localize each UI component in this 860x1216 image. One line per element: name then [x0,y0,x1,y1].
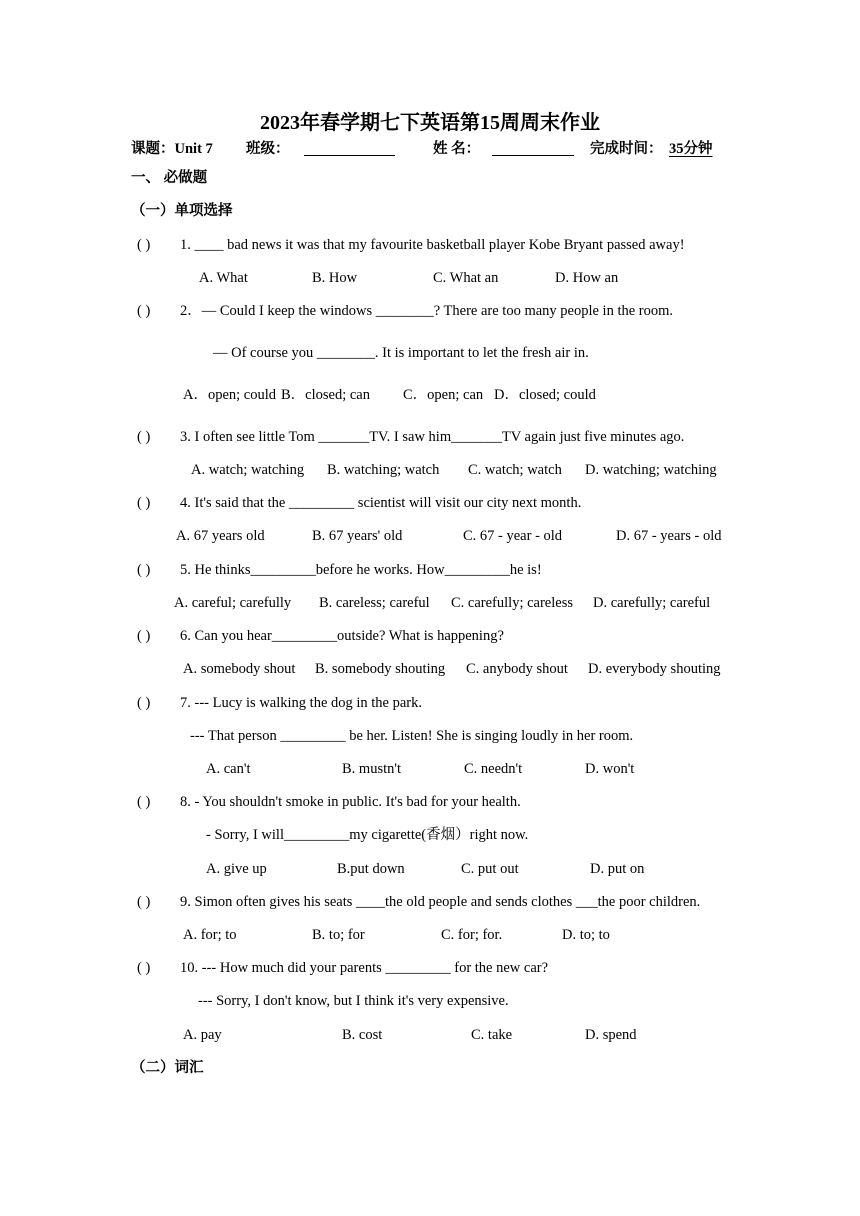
header-row [131,137,731,157]
q4-option-b: B. 67 years' old [312,528,403,544]
question-stem: 9. Simon often gives his seats ____the old people and sends clothes ___the poor children. [180,894,701,910]
q7-option-d: D. won't [585,761,635,777]
q9-option-c: C. for; for. [441,927,503,943]
q10-stem-line2: --- Sorry, I don't know, but I think it's very expensive. [198,993,509,1009]
answer-bracket[interactable]: ( ) [137,628,151,644]
answer-bracket[interactable]: ( ) [137,794,151,810]
q8-option-c: C. put out [461,861,519,877]
q6-option-c: C. anybody shout [466,661,568,677]
answer-bracket[interactable]: ( ) [137,429,151,445]
q1-option-d: D. How an [555,270,619,286]
q6-option-d: D. everybody shouting [588,661,721,677]
q3-option-c: C. watch; watch [468,462,562,478]
question-stem: 3. I often see little Tom _______TV. I saw him_______TV again just five minutes ago. [180,429,685,445]
q1-option-b: B. How [312,270,358,286]
q4-option-c: C. 67 - year - old [463,528,563,544]
question-9 [137,893,700,911]
question-5 [137,561,542,579]
topic-label: 课题： [131,141,175,157]
name-label: 姓 名： [433,141,481,157]
question-10 [137,959,548,977]
q7-option-c: C. needn't [464,761,523,777]
q10-option-c: C. take [471,1027,513,1043]
part-heading-vocabulary: （二）词汇 [131,1060,204,1076]
time-label: 完成时间： [590,141,663,157]
q3-option-a: A. watch; watching [191,462,305,478]
topic-value: Unit 7 [174,141,213,157]
answer-bracket[interactable]: ( ) [137,562,151,578]
q6-option-a: A. somebody shout [183,661,296,677]
question-stem: 2．— Could I keep the windows ________? There are too many people in the room. [180,303,674,319]
q1-option-a: A. What [199,270,248,286]
question-4 [137,494,581,512]
answer-bracket[interactable]: ( ) [137,495,151,511]
question-stem: 5. He thinks_________before he works. How_________he is! [180,562,542,578]
class-label: 班级： [246,141,290,157]
question-7 [137,694,422,712]
q8-stem-line2: - Sorry, I will_________my cigarette(香烟）right now. [206,827,529,843]
question-stem: 10. --- How much did your parents _________ for the new car? [180,960,549,976]
q3-option-b: B. watching; watch [327,462,440,478]
q3-option-d: D. watching; watching [585,462,717,478]
question-6 [137,627,504,645]
q8-option-d: D. put on [590,861,645,877]
q8-option-a: A. give up [206,861,267,877]
section-heading: 一、 必做题 [131,170,208,186]
q2-option-d: D．closed; could [494,387,596,403]
q5-option-a: A. careful; carefully [174,595,292,611]
question-2 [137,302,673,320]
part-heading-multiple-choice: （一）单项选择 [131,203,233,219]
q5-option-c: C. carefully; careless [451,595,573,611]
answer-bracket[interactable]: ( ) [137,960,151,976]
question-stem: 7. --- Lucy is walking the dog in the park. [180,695,423,711]
q9-option-d: D. to; to [562,927,610,943]
q9-option-b: B. to; for [312,927,365,943]
question-stem: 6. Can you hear_________outside? What is happening? [180,628,504,644]
q4-option-d: D. 67 - years - old [616,528,722,544]
topic-field [131,137,213,158]
answer-bracket[interactable]: ( ) [137,894,151,910]
q2-stem-line2: — Of course you ________. It is important to let the fresh air in. [213,345,589,361]
q2-option-a: A．open; could [183,387,277,403]
q10-option-b: B. cost [342,1027,383,1043]
question-3 [137,428,684,446]
q10-option-a: A. pay [183,1027,222,1043]
question-stem: 8. - You shouldn't smoke in public. It's bad for your health. [180,794,521,810]
q7-stem-line2: --- That person _________ be her. Listen! She is singing loudly in her room. [190,728,634,744]
answer-bracket[interactable]: ( ) [137,237,151,253]
q10-option-d: D. spend [585,1027,637,1043]
document-title: 2023年春学期七下英语第15周周末作业 [260,112,600,134]
q4-option-a: A. 67 years old [176,528,265,544]
q7-option-b: B. mustn't [342,761,402,777]
q1-option-c: C. What an [433,270,499,286]
q2-option-b: B．closed; can [281,387,370,403]
q5-option-d: D. carefully; careful [593,595,711,611]
q6-option-b: B. somebody shouting [315,661,446,677]
q7-option-a: A. can't [206,761,251,777]
answer-bracket[interactable]: ( ) [137,303,151,319]
question-1 [137,236,685,254]
question-8 [137,793,521,811]
time-value: 35分钟 [669,141,713,157]
q2-option-c: C．open; can [403,387,484,403]
question-stem: 4. It's said that the _________ scientist will visit our city next month. [180,495,582,511]
q8-option-b: B.put down [337,861,405,877]
q5-option-b: B. careless; careful [319,595,430,611]
question-stem: 1. ____ bad news it was that my favourite basketball player Kobe Bryant passed away! [180,237,685,253]
q9-option-a: A. for; to [183,927,237,943]
answer-bracket[interactable]: ( ) [137,695,151,711]
